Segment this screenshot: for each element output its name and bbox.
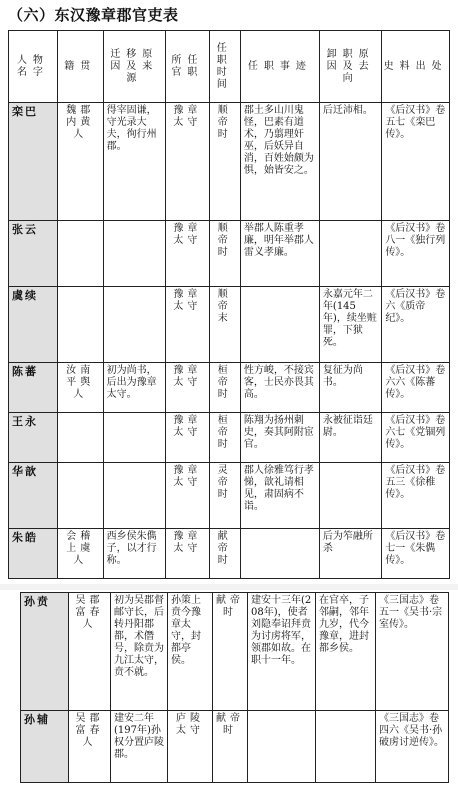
deeds-cell xyxy=(240,287,319,363)
office-cell: 豫章太守 xyxy=(166,287,210,363)
officials-table-part-1 xyxy=(8,30,450,579)
name-cell: 陈蕃 xyxy=(9,363,58,413)
table-row xyxy=(9,363,450,413)
name-cell: 孙辅 xyxy=(21,711,69,783)
leave-cell xyxy=(319,221,381,287)
header-cell: 任职事迹 xyxy=(240,31,319,103)
reason-cell xyxy=(103,463,165,529)
deeds-cell: 郡人徐雅笃行孝悌，歆礼请相见，肃固病不诣。 xyxy=(240,463,319,529)
table-row xyxy=(9,287,450,363)
leave-cell: 永嘉元年二年(145年)，续坐赃罪，下狱死。 xyxy=(319,287,381,363)
office-cell: 庐陵太守 xyxy=(168,711,213,783)
source-cell: 《后汉书》卷六六《陈蕃传》。 xyxy=(382,363,450,413)
leave-cell: 在官卒，子邻嗣，邻年九岁，代今豫章，进封都乡侯。 xyxy=(316,593,376,711)
leave-cell: 后为笮融所杀 xyxy=(319,529,381,579)
table-row xyxy=(9,529,450,579)
table-row xyxy=(9,221,450,287)
reason-cell: 建安二年(197年)孙权分置庐陵郡。 xyxy=(111,711,168,783)
deeds-cell: 陈翔为扬州刺史，奏其阿附宦官。 xyxy=(240,413,319,463)
source-cell: 《后汉书》卷五三《徐稚传》。 xyxy=(382,463,450,529)
reason-cell xyxy=(103,221,165,287)
native-cell: 魏郡内黄人 xyxy=(57,103,103,221)
office-cell: 豫章太守 xyxy=(166,413,210,463)
time-cell: 献帝时 xyxy=(213,711,248,783)
office-cell: 豫章太守 xyxy=(166,529,210,579)
reason-cell: 得宰固谦，守光录大夫，徇行州郡。 xyxy=(103,103,165,221)
leave-cell: 永被征诣廷尉。 xyxy=(319,413,381,463)
reason-cell xyxy=(103,413,165,463)
header-cell: 卸职原因及去向 xyxy=(319,31,381,103)
source-cell: 《后汉书》卷八一《独行列传》。 xyxy=(382,221,450,287)
time-cell: 桓帝时 xyxy=(209,413,240,463)
source-cell: 《后汉书》卷七一《朱儁传》。 xyxy=(382,529,450,579)
officials-table-part-2 xyxy=(20,592,449,783)
office-cell: 豫章太守 xyxy=(166,463,210,529)
table-row xyxy=(9,103,450,221)
name-cell: 张云 xyxy=(9,221,58,287)
table-row xyxy=(21,711,449,783)
native-cell xyxy=(57,463,103,529)
deeds-cell xyxy=(248,711,316,783)
leave-cell: 复征为尚书。 xyxy=(319,363,381,413)
native-cell: 吴郡富春人 xyxy=(69,711,111,783)
native-cell xyxy=(57,221,103,287)
time-cell: 顺帝时 xyxy=(209,221,240,287)
native-cell xyxy=(57,413,103,463)
office-cell: 豫章太守 xyxy=(166,363,210,413)
table-row xyxy=(9,463,450,529)
office-cell: 豫章太守 xyxy=(166,103,210,221)
header-row xyxy=(9,31,450,103)
deeds-cell: 建安十三年(208年)，使者刘隐奉诏拜贲为讨虏将军，领郡如故。在职十一年。 xyxy=(248,593,316,711)
source-cell: 《后汉书》卷五七《栾巴传》。 xyxy=(382,103,450,221)
deeds-cell: 郡土多山川鬼怪，巴素有道术，乃翦理奸巫，后妖异自消，百姓始颇为惧，始皆安之。 xyxy=(240,103,319,221)
table-row xyxy=(21,593,449,711)
time-cell: 献帝时 xyxy=(209,529,240,579)
time-cell: 献帝时 xyxy=(213,593,248,711)
source-cell: 《三国志》卷五一《吴书·宗室传》。 xyxy=(376,593,449,711)
office-cell: 豫章太守 xyxy=(166,221,210,287)
name-cell: 虞续 xyxy=(9,287,58,363)
native-cell: 汝南平舆人 xyxy=(57,363,103,413)
leave-cell xyxy=(319,463,381,529)
time-cell: 桓帝时 xyxy=(209,363,240,413)
deeds-cell: 性方峻，不接宾客，士民亦畏其高。 xyxy=(240,363,319,413)
deeds-cell: 举郡人陈重孝廉，明年举郡人雷义孝廉。 xyxy=(240,221,319,287)
time-cell: 灵帝时 xyxy=(209,463,240,529)
name-cell: 孙贲 xyxy=(21,593,69,711)
office-cell: 孙策上贲今豫章太守，封都亭侯。 xyxy=(168,593,213,711)
reason-cell xyxy=(103,287,165,363)
name-cell: 王永 xyxy=(9,413,58,463)
native-cell: 吴郡富春人 xyxy=(69,593,111,711)
header-cell: 史料出处 xyxy=(382,31,450,103)
name-cell: 朱皓 xyxy=(9,529,58,579)
header-cell: 迁移原因及来源 xyxy=(103,31,165,103)
page-divider xyxy=(0,584,458,590)
table-title: （六）东汉豫章郡官吏表 xyxy=(8,6,179,24)
name-cell: 栾巴 xyxy=(9,103,58,221)
source-cell: 《三国志》卷四六《吴书·孙破虏讨逆传》。 xyxy=(376,711,449,783)
reason-cell: 初为尚书，后出为豫章太守。 xyxy=(103,363,165,413)
table-row xyxy=(9,413,450,463)
name-cell: 华歆 xyxy=(9,463,58,529)
header-cell: 籍贯 xyxy=(57,31,103,103)
leave-cell xyxy=(316,711,376,783)
reason-cell: 西乡侯朱儁子，以才行称。 xyxy=(103,529,165,579)
source-cell: 《后汉书》卷六七《党锢列传》。 xyxy=(382,413,450,463)
native-cell: 会稽上虞人 xyxy=(57,529,103,579)
leave-cell: 后迁沛相。 xyxy=(319,103,381,221)
time-cell: 顺帝末 xyxy=(209,287,240,363)
source-cell: 《后汉书》卷六《质帝纪》。 xyxy=(382,287,450,363)
header-cell: 任职时间 xyxy=(209,31,240,103)
time-cell: 顺帝时 xyxy=(209,103,240,221)
native-cell xyxy=(57,287,103,363)
header-cell: 人物名字 xyxy=(9,31,58,103)
deeds-cell xyxy=(240,529,319,579)
reason-cell: 初为吴郡督邮守长，后转丹阳郡都，术僭号，除贲为九江太守，贲不就。 xyxy=(111,593,168,711)
header-cell: 所任官职 xyxy=(166,31,210,103)
